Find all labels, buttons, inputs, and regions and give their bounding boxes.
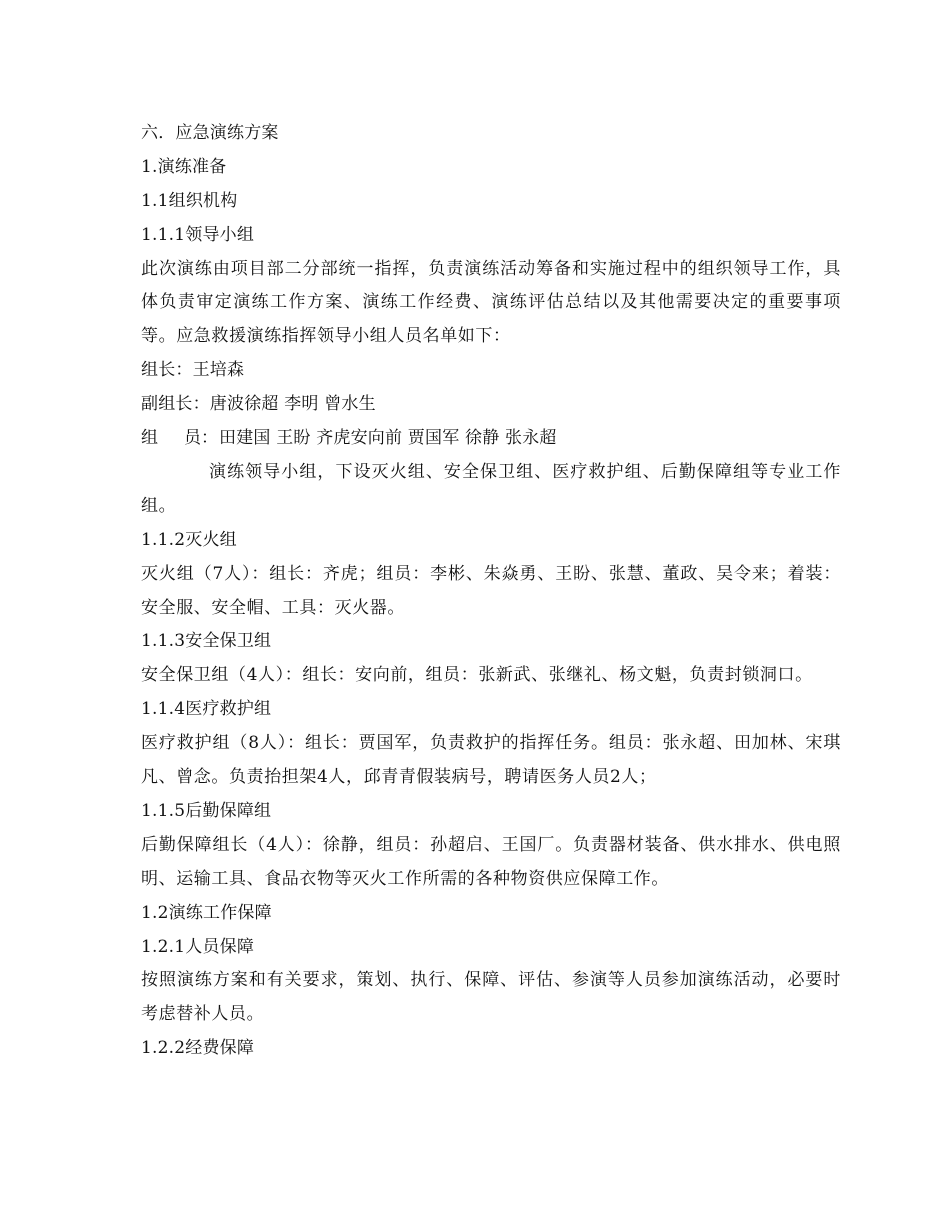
paragraph-personnel: 按照演练方案和有关要求，策划、执行、保障、评估、参演等人员参加演练活动，必要时考虑替补人员。: [141, 970, 841, 1025]
paragraph-working-groups: 演练领导小组，下设灭火组、安全保卫组、医疗救护组、后勤保障组等专业工作组。: [141, 461, 841, 516]
heading-1-1-3: 1.1.3安全保卫组: [141, 631, 272, 652]
heading-1-1-1: 1.1.1领导小组: [141, 224, 255, 245]
paragraph-medical-group: 医疗救护组（8人）：组长：贾国军，负责救护的指挥任务。组员：张永超、田加林、宋琪凡、曾念。负责抬担架4人，邱青青假装病号，聘请医务人员2人；: [141, 733, 841, 788]
heading-1-2-2: 1.2.2经费保障: [141, 1038, 255, 1059]
paragraph-security-group: 安全保卫组（4人）：组长：安向前，组员：张新武、张继礼、杨文魁，负责封锁洞口。: [141, 665, 813, 686]
members-label-a: 组: [141, 428, 158, 449]
heading-1-1-4: 1.1.4医疗救护组: [141, 699, 272, 720]
heading-1: 1.演练准备: [141, 156, 227, 177]
members-label-b: 员：: [184, 428, 218, 449]
document-body: [141, 117, 841, 1066]
paragraph-logistics-group: 后勤保障组长（4人）：徐静，组员：孙超启、王国厂。负责器材装备、供水排水、供电照明、运输工具、食品衣物等灭火工作所需的各种物资供应保障工作。: [141, 834, 841, 889]
members-label: [141, 422, 219, 456]
heading-1-1-2: 1.1.2灭火组: [141, 529, 237, 550]
paragraph-fire-group: 灭火组（7人）：组长：齐虎；组员：李彬、朱焱勇、王盼、张慧、董政、吴令来；着装：安全服、安全帽、工具：灭火器。: [141, 563, 841, 618]
heading-1-2: 1.2演练工作保障: [141, 902, 272, 923]
members-names: 田建国 王盼 齐虎安向前 贾国军 徐静 张永超: [219, 428, 557, 449]
heading-1-1: 1.1组织机构: [141, 190, 238, 211]
paragraph-leadership: 此次演练由项目部二分部统一指挥，负责演练活动筹备和实施过程中的组织领导工作，具体负责审定演练工作方案、演练工作经费、演练评估总结以及其他需要决定的重要事项等。应急救援演练指挥领导小组人员名单如下：: [141, 258, 841, 347]
members-line: [141, 422, 841, 456]
heading-1-1-5: 1.1.5后勤保障组: [141, 800, 272, 821]
heading-1-2-1: 1.2.1人员保障: [141, 936, 255, 957]
leader-line: 组长：王培森: [141, 360, 245, 381]
section-title: 六．应急演练方案: [141, 123, 279, 143]
deputy-leader-line: 副组长：唐波徐超 李明 曾水生: [141, 394, 376, 415]
